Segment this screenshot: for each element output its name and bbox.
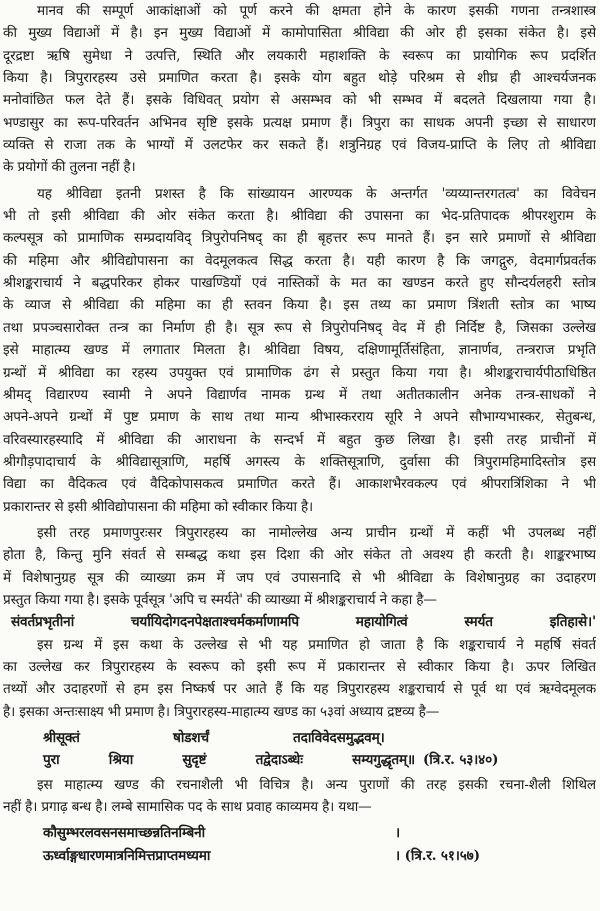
text-line: इस माहात्म्य खण्ड की रचनाशैली भी विचित्र है। अन्य पुराणों की तरह इसकी रचना-शैली शिथिल	[37, 776, 596, 793]
text-line: अपने-अपने ग्रन्थों में पुष्ट प्रमाण के साथ तथा मान्य श्रीभास्करराय सूरि ने अपने सौभाग्यभास्कर, सेतुबन्ध,	[3, 409, 596, 426]
paragraph-3	[3, 522, 596, 611]
verse-reference: (त्रि.र. ५३।४०)	[423, 752, 499, 769]
text-line: यह श्रीविद्या इतनी प्रशस्त है कि सांख्यायन आरण्यक के अन्तर्गत 'व्यय्यान्तरगतत्व' का विवेचन	[37, 185, 596, 202]
text-line: में विशेषानुग्रह सूत्र की व्याख्या क्रम में जप एवं उपासनादि से भी श्रीविद्या के विशेषानुग्रह का उदाहरण	[3, 569, 596, 586]
verse-text: पुरा श्रिया सुदृष्टं तद्वेदाऽब्धेः सम्यगुद्धृतम्॥	[43, 752, 415, 769]
text-line: प्रकारान्तर से इसी श्रीविद्योपासना की महिमा को स्वीकार किया है।	[3, 498, 314, 515]
text-line: वरिवस्यारहस्यादि में श्रीविद्या की आराधना के सन्दर्भ में बहुत कुछ लिखा है। इसी तरह प्राचीनों में	[3, 431, 596, 448]
text-line: तथा प्रपञ्चसारोक्त तन्त्र का निर्माण ही है। सूत्र रूप से त्रिपुरोपनिषद् वेद में ही निर्दिष्ट है, जिसका उल्लेख	[3, 319, 596, 336]
text-line: भण्डासुर का रूप-परिवर्तन अभिनव सृष्टि इसके प्रत्यक्ष प्रमाण हैं। त्रिपुरा का साधक अपनी इच्छा से साधारण	[3, 114, 596, 131]
text-line: मनोवांछित फल देते हैं। इसके विधिवत् प्रयोग से असम्भव को भी सम्भव में बदलते दिखलाया गया है।	[3, 92, 596, 109]
text-line: ग्रन्थों में श्रीविद्या का रहस्य उपयुक्त एवं प्रामाणिक ढंग से प्रस्तुत किया गया है। श्रीशङ्कराचार्यपीठाधिष्ठित	[3, 364, 596, 381]
paragraph-4	[3, 634, 596, 723]
text-line: की महिमा और श्रीविद्योपासना का वेदमूलकत्व सिद्ध करता है। यही कारण है कि जगद्गुरु, वेदमार्गप्रवर्तक	[3, 252, 596, 269]
verse-text: ऊर्ध्वाङ्गधारणमात्रनिमित्तप्राप्तमध्यमा	[43, 847, 211, 864]
text-line: के व्याज से श्रीविद्या की महिमा का ही स्तवन किया है। इस तथ्य का प्रमाण त्रिंशती स्तोत्र का भाष्य	[3, 297, 596, 314]
text-line: इस ग्रन्थ में इस कथा के उल्लेख से भी यह प्रमाणित हो जाता है कि शङ्कराचार्य ने महर्षि संवर्त	[37, 636, 596, 653]
text-line: तथ्यों और उदाहरणों से हम इस निष्कर्ष पर आते हैं कि यह त्रिपुरारहस्य शङ्कराचार्य से पूर्व था एवं ऋग्वेदमूलक	[3, 681, 596, 698]
text-line: श्रीशङ्कराचार्य ने बद्धपरिकर होकर पाखण्डियों एवं नास्तिकों के मत का खण्डन करते हुए सौन्दर्यलहरी स्तोत्र	[3, 275, 596, 292]
text-line: श्रीगौड़पादाचार्य के श्रीविद्यासूत्राणि, महर्षि अगस्त्य के शक्तिसूत्राणि, दुर्वासा की त्रिपुरामहिमादिस्तोत्र इस	[3, 453, 596, 470]
text-line: इसी तरह प्रमाणपुरःसर त्रिपुरारहस्य का नामोल्लेख अन्य प्राचीन ग्रन्थों में कहीं भी उपलब्ध नहीं	[37, 524, 596, 541]
text-line: नहीं है। प्रगाढ़ बन्ध है। लम्बे सामासिक पद के साथ प्रवाह काव्यमय है। यथा—	[3, 799, 372, 816]
text-line: कल्पसूत्र को प्रामाणिक सम्प्रदायविद् त्रिपुरोपनिषद् का ही बृहत्तर रूप मानते हैं। इन सारे प्रमाणों से श्रीविद्या	[3, 230, 596, 247]
text-line: मानव की सम्पूर्ण आकांक्षाओं को पूर्ण करने की क्षमता होने के कारण इसकी गणना तन्त्रशास्त्र	[37, 3, 596, 19]
text-line: प्रस्तुत किया गया है। इसके पूर्वसूत्र 'अपि च स्मर्यते' की व्याख्या में श्रीशङ्कराचार्य ने कहा है—	[3, 591, 437, 608]
verse-block-2	[3, 818, 596, 867]
verse-word: षोडशर्चं	[173, 730, 209, 746]
paragraph-1	[3, 0, 596, 179]
verse-text: कौसुम्भरलवसनसमाच्छन्नतिनम्बिनी	[43, 825, 206, 842]
text-line: श्रीमद् विद्यारण्य स्वामी ने अपने विद्यार्णव नामक ग्रन्थ में तथा अतीतकालीन अनेक तन्त्र-साधकों ने	[3, 386, 596, 403]
text-line: की मुख्य विद्याओं में है। इन मुख्य विद्याओं में कामोपासिता श्रीविद्या की ओर ही इसका संकेत है। इसे	[3, 25, 596, 42]
text-line: के प्रयोगों की तुलना नहीं है।	[3, 159, 136, 176]
text-line: विद्या का वैदिकत्व एवं वैदिकोपासकत्व प्रमाणित करते हैं। आकाशभैरवकल्प एवं श्रीपरात्रिंशिका ने भी	[3, 476, 596, 493]
text-line: दूरद्रष्टा ऋषि सुमेधा ने उत्पत्ति, स्थिति और लयकारी महाशक्ति के स्वरूप का प्रायोगिक रूप प्रदर्शित	[3, 47, 596, 64]
verse-block-1	[3, 723, 596, 772]
sanskrit-quote: संवर्तप्रभृतीनां चर्यायिदोगदनपेक्षताश्चर्मकर्माणामपि महायोगित्वं स्मर्यत इतिहासे।'	[11, 614, 596, 631]
verse-line	[3, 822, 596, 844]
text-line: है। इसका अन्तःसाक्ष्य भी प्रमाण है। त्रिपुरारहस्य-माहात्म्य खण्ड का ५३वां अध्याय द्रष्टव्य है—	[3, 703, 440, 720]
text-line: होता है, किन्तु मुनि संवर्त से सम्बद्ध कथा इस दिशा की ओर संकेत तो अवश्य ही करती है। शाङ्करभाष्य	[3, 547, 596, 564]
text-line: इसे माहात्म्य खण्ड में लगातार मिलता है। श्रीविद्या विषय, दक्षिणामूर्तिसंहिता, ज्ञानार्णव, तन्त्रराज प्रभृति	[3, 342, 596, 359]
text-line: किया है। त्रिपुरारहस्य उसे प्रमाणित करता है। इसके योग बहुत थोड़े परिश्रम से शीघ्र ही आश्चर्यजनक	[3, 70, 596, 87]
verse-line	[3, 727, 596, 749]
verse-danda: ।	[395, 825, 401, 842]
paragraph-5	[3, 772, 596, 819]
text-line: व्यक्ति से राजा तक के भाग्यों में उलटफेर कर सकते हैं। शत्रुनिग्रह एवं विजय-प्राप्ति के लिए तो श्रीविद्या	[3, 137, 596, 154]
verse-reference: । (त्रि.र. ५१।५७)	[395, 847, 480, 864]
verse-word: श्रीसूक्तं	[43, 730, 80, 746]
paragraph-2	[3, 183, 596, 518]
text-line: का उल्लेख कर त्रिपुरारहस्य के स्वरूप को इसी रूप में प्रकारान्तर से स्वीकार किया है। ऊपर लिखित	[3, 658, 596, 675]
text-line: भी तो इसी श्रीविद्या की ओर संकेत करता है। श्रीविद्या की उपासना का भेद-प्रतिपादक श्रीपरशुराम के	[3, 208, 596, 225]
verse-line	[3, 845, 596, 867]
verse-line	[3, 749, 596, 771]
verse-word: तदाविवेदसमुद्भवम्।	[293, 730, 385, 746]
